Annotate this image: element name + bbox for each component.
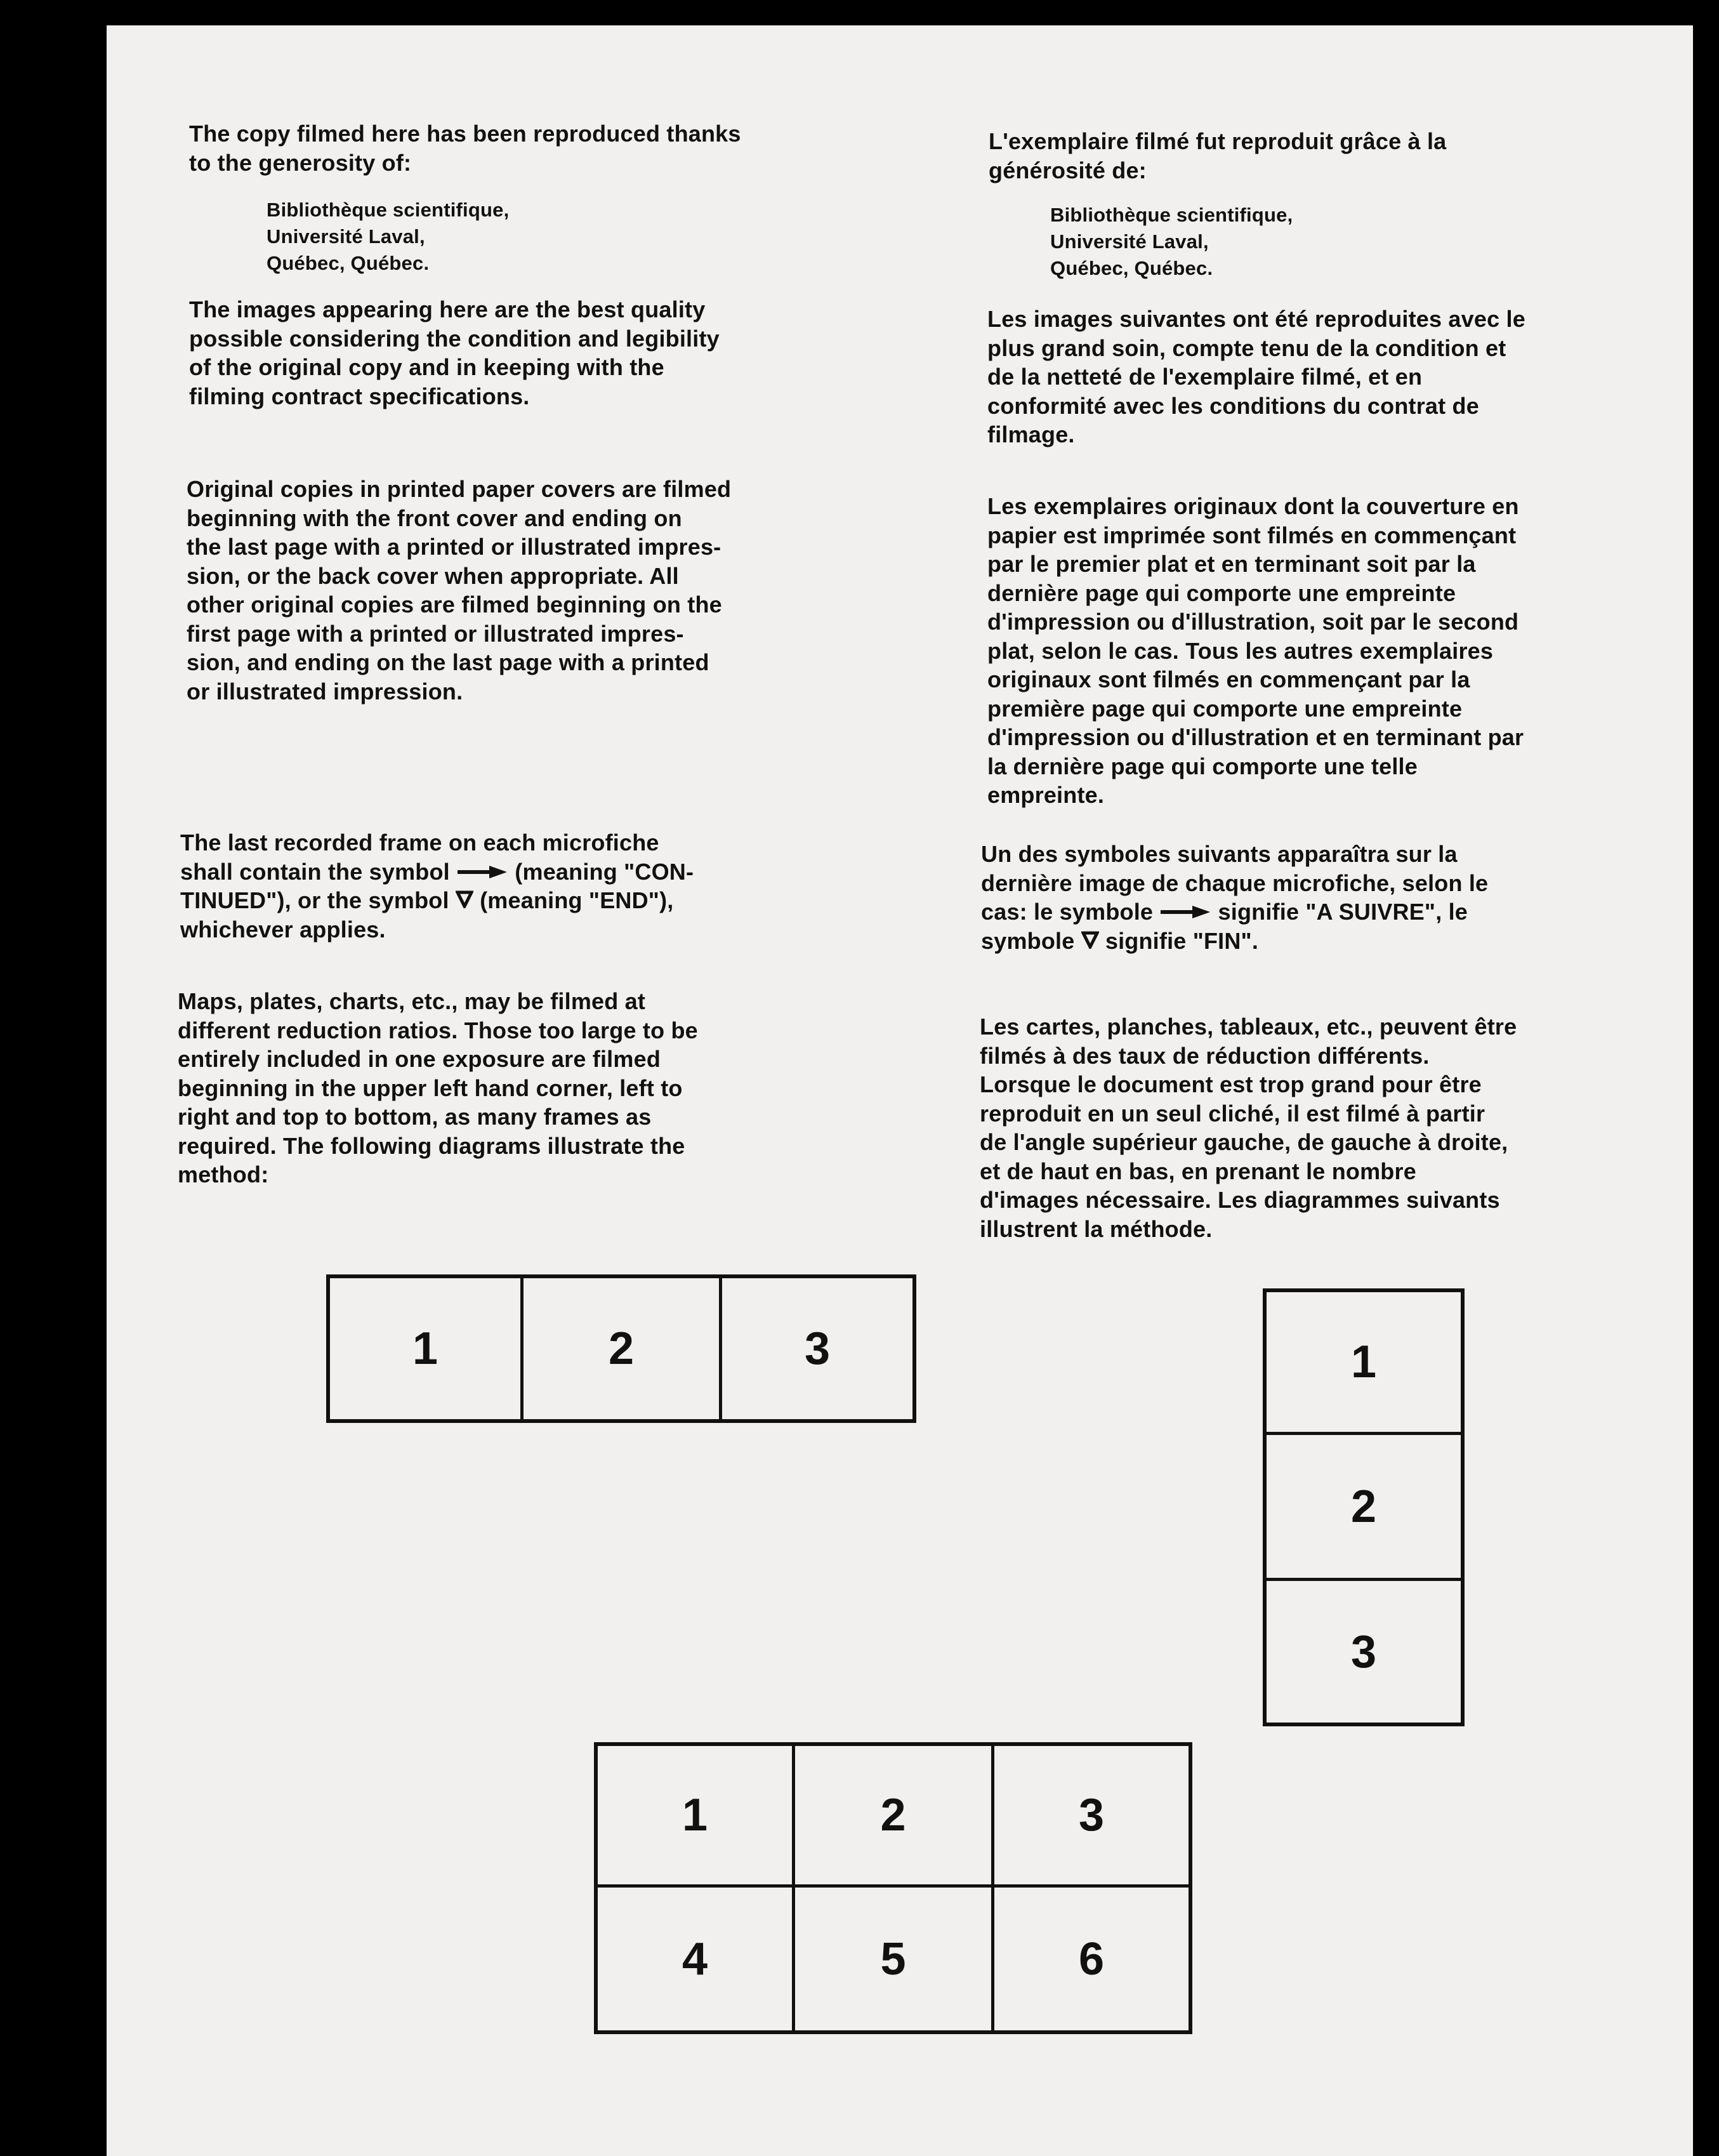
frame-3: 3 — [804, 1323, 831, 1374]
english-symbols-line2b: (meaning "CON- — [508, 858, 694, 885]
french-symbols-line3a: cas: le symbole — [981, 899, 1160, 925]
vertical-frames-diagram — [1263, 1288, 1465, 1726]
frame-6: 6 — [1078, 1933, 1105, 1985]
frame-2: 2 — [608, 1323, 635, 1374]
french-originals-paragraph: Les exemplaires originaux dont la couverture en papier est imprimée sont filmés en commençant par le premier plat et en terminant soit par la dernière page qui comporte une empreinte d'impression ou d'illustration, soit par le second plat, selon le cas. Tous les autres exemplaires originaux sont filmés en commençant par la première page qui comporte une empreinte d'impression ou d'illustration et en terminant par la dernière page qui comporte une telle empreinte. — [987, 493, 1524, 808]
english-originals-paragraph: Original copies in printed paper covers are filmed beginning with the front cover and ending on the last page with a printed or illustrated impres- sion, or the back cover when appropriate. All other original copies are filmed beginning on the first page with a printed or illustrated impres- sion, and ending on the last page with a printed or illustrated impression. — [187, 476, 732, 704]
triangle-down-icon — [1081, 927, 1099, 956]
microfiche-notice-page — [107, 25, 1693, 2156]
french-symbols-line3b: signifie "A SUIVRE", le — [1211, 899, 1468, 925]
grid-frames-diagram — [594, 1742, 1192, 2034]
english-symbols-line4: whichever applies. — [180, 916, 386, 942]
english-intro: The copy filmed here has been reproduced thanks to the generosity of: — [189, 121, 741, 176]
frame-4: 4 — [682, 1933, 708, 1985]
english-symbols-line3b: (meaning "END"), — [473, 887, 674, 913]
french-symbols-line4a: symbole — [981, 927, 1081, 954]
french-quality-paragraph: Les images suivantes ont été reproduites avec le plus grand soin, compte tenu de la condition et de la netteté de l'exemplaire filmé, et en conformité avec les conditions du contrat de filmage. — [987, 306, 1525, 447]
frame-1: 1 — [412, 1323, 438, 1374]
french-symbols-line4b: signifie "FIN". — [1098, 927, 1259, 954]
english-maps-paragraph: Maps, plates, charts, etc., may be filmed at different reduction ratios. Those too large to be entirely included in one exposure are filmed beginning in the upper left hand corner, left to right and top to bottom, as many frames as required. The following diagrams illustrate the method: — [178, 988, 698, 1187]
frame-5: 5 — [880, 1933, 906, 1985]
arrow-right-icon — [456, 857, 508, 887]
french-intro: L'exemplaire filmé fut reproduit grâce à la générosité de: — [989, 128, 1447, 183]
french-institution: Bibliothèque scientifique, Université Laval, Québec, Québec. — [1050, 204, 1293, 279]
frame-1: 1 — [1350, 1337, 1377, 1387]
frame-3: 3 — [1350, 1626, 1377, 1677]
english-symbols-paragraph — [180, 828, 694, 944]
frame-2: 2 — [1350, 1481, 1377, 1532]
english-symbols-line2a: shall contain the symbol — [180, 858, 457, 885]
french-maps-paragraph: Les cartes, planches, tableaux, etc., peuvent être filmés à des taux de réduction différents. Lorsque le document est trop grand pour être reproduit en un seul cliché, il est filmé à partir de l'angle supérieur gauche, de gauche à droite, et de haut en bas, en prenant le nombre d'images nécessaire. Les diagrammes suivants illustrent la méthode. — [980, 1014, 1517, 1242]
frame-3: 3 — [1078, 1790, 1105, 1841]
triangle-down-icon — [456, 886, 473, 915]
horizontal-frames-diagram — [326, 1274, 916, 1423]
frame-1: 1 — [682, 1790, 708, 1841]
english-institution: Bibliothèque scientifique, Université Laval, Québec, Québec. — [267, 199, 510, 274]
english-symbols-line1: The last recorded frame on each microfiche — [180, 830, 659, 856]
french-symbols-line2: dernière image de chaque microfiche, selon le — [981, 870, 1489, 896]
english-quality-paragraph: The images appearing here are the best quality possible considering the condition and legibility of the original copy and in keeping with the filming contract specifications. — [189, 296, 720, 409]
frame-2: 2 — [880, 1790, 906, 1841]
arrow-right-icon — [1159, 897, 1211, 927]
english-symbols-line3a: TINUED"), or the symbol — [180, 887, 456, 913]
french-symbols-line1: Un des symboles suivants apparaîtra sur la — [981, 841, 1458, 867]
french-symbols-paragraph — [981, 840, 1488, 955]
